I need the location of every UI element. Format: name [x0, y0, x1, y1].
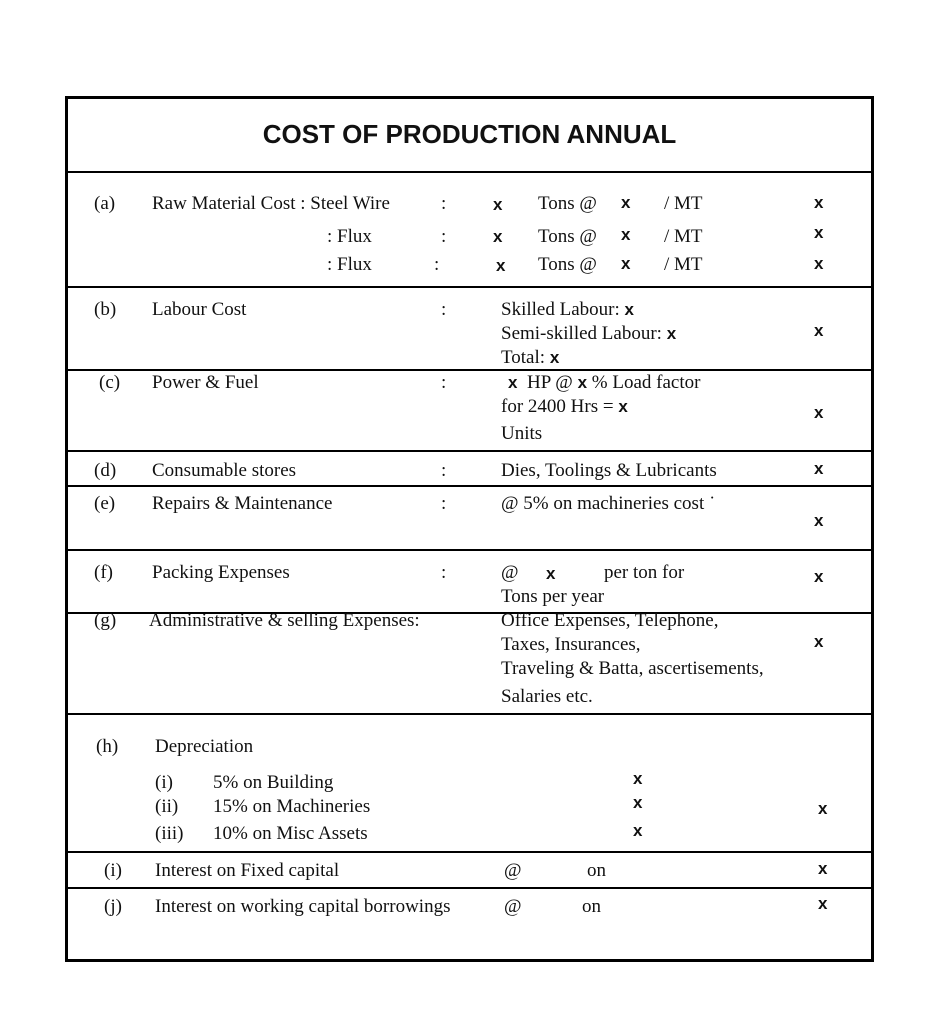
row-e-amount-placeholder: x	[814, 511, 824, 530]
row-a-sub1-amount-placeholder: x	[814, 223, 824, 242]
row-f-per-ton: per ton for	[604, 562, 685, 583]
row-f-tons-year: Tons per year	[501, 586, 605, 607]
row-a-sub2-amount-placeholder: x	[814, 254, 824, 273]
row-a-colon: :	[441, 193, 447, 214]
row-a-amount-placeholder: x	[814, 193, 824, 212]
row-c-label: (c)	[99, 372, 121, 393]
row-divider	[68, 450, 871, 452]
row-i-at: @	[504, 860, 522, 881]
row-c-units-placeholder: x	[618, 397, 628, 416]
row-i-on: on	[587, 860, 606, 881]
row-a-sub1-rate-placeholder: x	[621, 225, 631, 244]
row-c-units: Units	[501, 423, 543, 444]
row-b-semiskilled: Semi-skilled Labour: x	[501, 323, 677, 344]
row-j-label: (j)	[104, 896, 122, 917]
dep-item-text: 10% on Misc Assets	[213, 823, 368, 844]
row-a-name: Raw Material Cost : Steel Wire	[152, 193, 390, 214]
row-g-line2: Taxes, Insurances,	[501, 634, 641, 655]
table-title: COST OF PRODUCTION ANNUAL	[68, 99, 871, 173]
row-i-amount-placeholder: x	[818, 859, 828, 878]
row-g-line3: Traveling & Batta, ascertisements,	[501, 658, 764, 679]
row-a-rate-placeholder: x	[621, 193, 631, 212]
row-e-label: (e)	[94, 493, 116, 514]
row-divider	[68, 286, 871, 288]
row-g-name: Administrative & selling Expenses:	[149, 610, 420, 631]
row-a-tons-label: Tons @	[538, 193, 597, 214]
row-i-label: (i)	[104, 860, 122, 881]
dep-item-num: (i)	[155, 772, 173, 793]
row-e-name: Repairs & Maintenance	[152, 493, 333, 514]
row-b-skilled: Skilled Labour: x	[501, 299, 634, 320]
row-j-at: @	[504, 896, 522, 917]
row-b-colon: :	[441, 299, 447, 320]
row-a-sub2: : Flux	[327, 254, 372, 275]
row-f-label: (f)	[94, 562, 113, 583]
row-d-desc: Dies, Toolings & Lubricants	[501, 460, 717, 481]
row-a-sub2-rate-placeholder: x	[621, 254, 631, 273]
row-a-sub1-colon: :	[441, 226, 447, 247]
row-b-total: Total: x	[501, 347, 560, 368]
row-c-amount-placeholder: x	[814, 403, 824, 422]
row-divider	[68, 713, 871, 715]
row-c-hp-line: x HP @ x % Load factor	[508, 372, 701, 393]
row-a-sub2-per-mt: / MT	[664, 254, 703, 275]
row-f-colon: :	[441, 562, 447, 583]
row-a-sub1: : Flux	[327, 226, 372, 247]
row-divider	[68, 851, 871, 853]
row-c-name: Power & Fuel	[152, 372, 259, 393]
row-divider	[68, 887, 871, 889]
row-f-amount-placeholder: x	[814, 567, 824, 586]
dep-item-text: 5% on Building	[213, 772, 334, 793]
row-c-hours: for 2400 Hrs = x	[501, 396, 628, 417]
row-b-semi-placeholder: x	[666, 324, 677, 343]
row-divider	[68, 485, 871, 487]
row-f-rate-placeholder: x	[546, 564, 556, 583]
row-h-name: Depreciation	[155, 736, 254, 757]
dep-item-num: (ii)	[155, 796, 179, 817]
row-a-per-mt: / MT	[664, 193, 703, 214]
row-h-amount-placeholder: x	[818, 799, 828, 818]
cost-table	[65, 96, 874, 962]
row-d-label: (d)	[94, 460, 117, 481]
row-a-sub2-tons-label: Tons @	[538, 254, 597, 275]
row-a-sub1-qty-placeholder: x	[493, 227, 503, 246]
row-j-on: on	[582, 896, 601, 917]
row-f-at: @	[501, 562, 519, 583]
row-d-amount-placeholder: x	[814, 459, 824, 478]
row-a-label: (a)	[94, 193, 116, 214]
row-g-label: (g)	[94, 610, 117, 631]
dep-item-placeholder: x	[633, 821, 643, 840]
row-d-colon: :	[441, 460, 447, 481]
row-a-qty-placeholder: x	[493, 195, 503, 214]
row-b-amount-placeholder: x	[814, 321, 824, 340]
dep-item-placeholder: x	[633, 793, 643, 812]
row-j-name: Interest on working capital borrowings	[155, 896, 451, 917]
row-a-sub2-colon: :	[434, 254, 440, 275]
dep-item-num: (iii)	[155, 823, 184, 844]
row-b-skilled-placeholder: x	[624, 300, 634, 319]
row-c-hp-placeholder: x	[508, 373, 518, 392]
row-j-amount-placeholder: x	[818, 894, 828, 913]
row-b-name: Labour Cost	[152, 299, 247, 320]
row-i-name: Interest on Fixed capital	[155, 860, 340, 881]
row-e-desc: @ 5% on machineries cost ˙	[501, 493, 716, 514]
row-a-sub2-qty-placeholder: x	[496, 256, 506, 275]
row-g-line1: Office Expenses, Telephone,	[501, 610, 719, 631]
row-g-amount-placeholder: x	[814, 632, 824, 651]
row-e-colon: :	[441, 493, 447, 514]
dep-item-placeholder: x	[633, 769, 643, 788]
row-b-total-placeholder: x	[549, 348, 560, 367]
row-divider	[68, 549, 871, 551]
row-c-load-placeholder: x	[577, 373, 588, 392]
row-a-sub1-per-mt: / MT	[664, 226, 703, 247]
dep-item-text: 15% on Machineries	[213, 796, 371, 817]
row-d-name: Consumable stores	[152, 460, 297, 481]
row-c-colon: :	[441, 372, 447, 393]
row-h-label: (h)	[96, 736, 119, 757]
row-g-line4: Salaries etc.	[501, 686, 593, 707]
row-b-label: (b)	[94, 299, 117, 320]
row-f-name: Packing Expenses	[152, 562, 290, 583]
row-a-sub1-tons-label: Tons @	[538, 226, 597, 247]
